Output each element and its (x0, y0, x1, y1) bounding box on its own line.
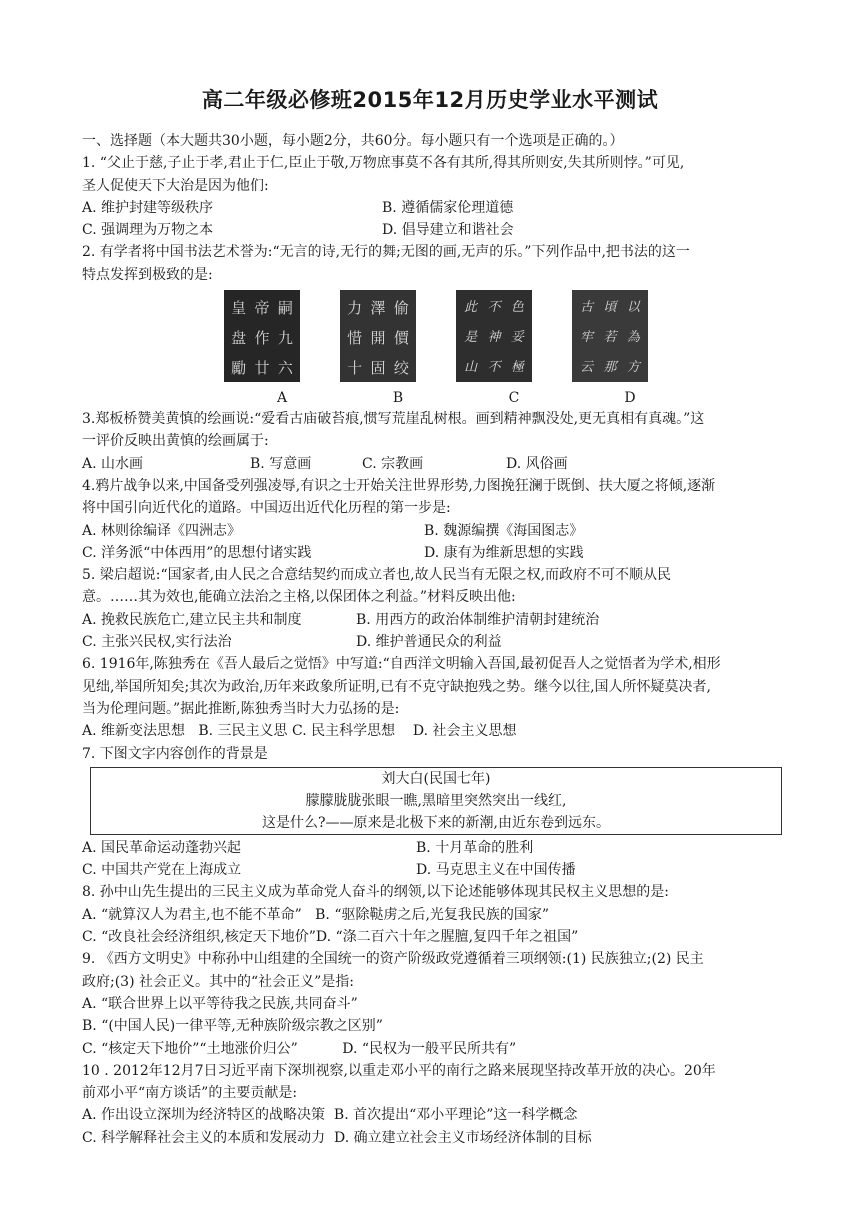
question-5-stem: 5. 梁启超说:“国家者,由人民之合意结契约而成立者也,故人民当有无限之权,而政府不可不顺从民 (82, 567, 672, 584)
option-c: C. 宗教画 (362, 455, 424, 472)
option-d: D. 维护普通民众的利益 (356, 634, 502, 651)
question-10-stem: 10 . 2012年12月7日习近平南下深圳视察,以重走邓小平的南行之路来展现坚持改革开放的决心。20年 (82, 1062, 716, 1079)
calligraphy-glyph: 不 (487, 300, 501, 316)
calligraphy-glyph: 那 (603, 360, 617, 376)
question-7-options (82, 837, 782, 859)
option-b: B. 用西方的政治体制维护清朝封建统治 (356, 611, 600, 628)
calligraphy-images (224, 290, 782, 388)
question-5-options (82, 631, 782, 653)
image-label-b: B (392, 390, 404, 407)
question-8-stem: 8. 孙中山先生提出的三民主义成为革命党人奋斗的纲领,以下论述能够体现其民权主义思想的是: (82, 884, 669, 901)
option-d: D. 康有为维新思想的实践 (424, 544, 584, 561)
exam-body (82, 130, 782, 1149)
image-label-a: A (276, 390, 288, 407)
question-6-stem-cont: 见绌,举国所知矣;其次为政治,历年来政象所证明,已有不克守缺抱残之势。继今以往,国人所怀疑莫决者, (82, 678, 711, 695)
calligraphy-glyph: 云 (580, 360, 594, 376)
question-6-stem: 6. 1916年,陈独秀在《吾人最后之觉悟》中写道:“自西洋文明输入吾国,最初促吾人之觉悟者为学术,相形 (82, 656, 721, 673)
question-4-stem-cont: 将中国引向近代化的道路。中国迈出近代化历程的第一步是: (82, 500, 451, 517)
option-c: C. 洋务派“中体西用”的思想付诸实践 (82, 544, 312, 561)
question-1-stem-cont: 圣人促使天下大治是因为他们: (82, 177, 269, 194)
calligraphy-glyph: 固 (370, 359, 386, 378)
question-7-options (82, 859, 782, 881)
calligraphy-glyph: 妥 (510, 330, 524, 346)
calligraphy-glyph: 勵 (231, 359, 247, 378)
calligraphy-glyph: 九 (277, 329, 293, 348)
question-1-options (82, 197, 782, 219)
option-c: C. 主张兴民权,实行法治 (82, 634, 232, 651)
calligraphy-glyph: 作 (254, 329, 270, 348)
question-10-options-cd: C. 科学解释社会主义的本质和发展动力 D. 确立建立社会主义市场经济体制的目标 (82, 1129, 592, 1146)
section-heading: 一、选择题（本大题共30小题，每小题2分，共60分。每小题只有一个选项是正确的。） (82, 133, 624, 149)
calligraphy-glyph: 開 (370, 329, 386, 348)
image-label-c: C (508, 390, 520, 407)
option-b: B. 写意画 (250, 455, 312, 472)
question-4-stem: 4.鸦片战争以来,中国备受列强凌辱,有识之士开始关注世界形势,力图挽狂澜于既倒、扶大厦之将倾,逐渐 (82, 477, 716, 494)
question-8-options-ab: A. “就算汉人为君主,也不能不革命” B. “驱除鞑虏之后,光复我民族的国家” (82, 906, 550, 923)
calligraphy-glyph: 山 (464, 360, 478, 376)
question-9-stem: 9. 《西方文明史》中称孙中山组建的全国统一的资产阶级政党遵循着三项纲领:(1) 民族独立;(2) 民主 (82, 951, 704, 968)
calligraphy-glyph: 绞 (393, 359, 409, 378)
calligraphy-glyph: 六 (277, 359, 293, 378)
option-b: B. 十月革命的胜利 (416, 839, 534, 856)
question-6-stem-cont: 当为伦理问题。”据此推断,陈独秀当时大力弘扬的是: (82, 700, 400, 717)
calligraphy-glyph: 惜 (347, 329, 363, 348)
option-c: C. 强调理为万物之本 (82, 222, 214, 239)
question-3-options (82, 453, 782, 475)
question-10-stem-cont: 前邓小平“南方谈话”的主要贡献是: (82, 1085, 298, 1102)
question-8-options-cd: C. “改良社会经济组织,核定天下地价”D. “涤二百六十年之腥膻,复四千年之祖国” (82, 929, 579, 946)
poem-line-1: 朦朦胧胧张眼一瞧,黑暗里突然突出一线红, (305, 792, 567, 809)
option-a: A. 林则徐编译《四洲志》 (82, 522, 242, 539)
option-a: A. “联合世界上以平等待我之民族,共同奋斗” (82, 995, 358, 1012)
question-2-stem-cont: 特点发挥到极致的是: (82, 266, 213, 283)
question-1-stem: 1. “父止于慈,子止于孝,君止于仁,臣止于敬,万物庶事莫不各有其所,得其所则安,失其所则悖。”可见, (82, 155, 685, 172)
calligraphy-glyph: 廿 (254, 359, 270, 378)
calligraphy-glyph: 帝 (254, 299, 270, 318)
calligraphy-glyph: 古 (580, 300, 594, 316)
calligraphy-glyph: 頃 (603, 300, 617, 316)
question-1-options (82, 219, 782, 241)
calligraphy-image-d (572, 290, 648, 382)
calligraphy-glyph: 神 (487, 330, 501, 346)
option-d: D. 马克思主义在中国传播 (416, 862, 576, 879)
option-d: D. 倡导建立和谐社会 (382, 222, 514, 239)
option-b: B. 魏源编撰《海国图志》 (424, 522, 584, 539)
question-4-options (82, 520, 782, 542)
question-5-stem-cont: 意。……其为效也,能确立法治之主格,以保团体之利益。”材料反映出他: (82, 589, 516, 606)
calligraphy-glyph: 十 (347, 359, 363, 378)
option-c: C. 中国共产党在上海成立 (82, 862, 242, 879)
calligraphy-glyph: 力 (347, 299, 363, 318)
calligraphy-glyph: 方 (626, 360, 640, 376)
poem-box (90, 767, 782, 835)
question-6-options: A. 维新变法思想 B. 三民主义思 C. 民主科学思想 D. 社会主义思想 (82, 723, 517, 740)
calligraphy-labels (224, 388, 782, 408)
calligraphy-glyph: 為 (626, 330, 640, 346)
calligraphy-glyph: 此 (464, 300, 478, 316)
question-9-options-cd: C. “核定天下地价”“土地涨价归公” D. “民权为一般平民所共有” (82, 1040, 517, 1057)
calligraphy-glyph: 極 (510, 360, 524, 376)
option-b: B. “(中国人民)一律平等,无种族阶级宗教之区别” (82, 1018, 383, 1035)
option-a: A. 国民革命运动蓬勃兴起 (82, 839, 242, 856)
option-d: D. 风俗画 (506, 455, 568, 472)
option-a: A. 山水画 (82, 455, 144, 472)
question-3-stem: 3.郑板桥赞美黄慎的绘画说:“爱看古庙破苔痕,惯写荒崖乱树根。画到精神飘没处,更无真相有真魂。”这 (82, 411, 705, 428)
page-title: 高二年级必修班2015年12月历史学业水平测试 (201, 88, 659, 112)
question-9-stem-cont: 政府;(3) 社会正义。其中的“社会正义”是指: (82, 973, 355, 990)
calligraphy-glyph: 牢 (580, 330, 594, 346)
calligraphy-glyph: 皇 (231, 299, 247, 318)
calligraphy-glyph: 澤 (370, 299, 386, 318)
calligraphy-glyph: 價 (393, 329, 409, 348)
question-3-stem-cont: 一评价反映出黄慎的绘画属于: (82, 433, 269, 450)
question-10-options-ab: A. 作出设立深圳为经济特区的战略决策 B. 首次提出“邓小平理论”这一科学概念 (82, 1107, 578, 1124)
calligraphy-glyph: 不 (487, 360, 501, 376)
image-label-d: D (624, 390, 636, 407)
option-a: A. 挽救民族危亡,建立民主共和制度 (82, 611, 302, 628)
calligraphy-glyph: 偷 (393, 299, 409, 318)
question-5-options (82, 609, 782, 631)
calligraphy-glyph: 盘 (231, 329, 247, 348)
calligraphy-glyph: 以 (626, 300, 640, 316)
calligraphy-glyph: 嗣 (277, 299, 293, 318)
question-2-stem: 2. 有学者将中国书法艺术誉为:“无言的诗,无行的舞;无图的画,无声的乐。”下列作品中,把书法的这一 (82, 244, 690, 261)
option-a: A. 维护封建等级秩序 (82, 199, 214, 216)
poem-title: 刘大白(民国七年) (381, 770, 491, 787)
calligraphy-image-a (224, 290, 300, 382)
calligraphy-image-c (456, 290, 532, 382)
question-4-options (82, 542, 782, 564)
option-b: B. 遵循儒家伦理道德 (382, 199, 514, 216)
question-7-stem: 7. 下图文字内容创作的背景是 (82, 745, 268, 762)
calligraphy-glyph: 色 (510, 300, 524, 316)
calligraphy-image-b (340, 290, 416, 382)
calligraphy-glyph: 是 (464, 330, 478, 346)
calligraphy-glyph: 若 (603, 330, 617, 346)
poem-line-2: 这是什么?——原来是北极下来的新潮,由近东卷到远东。 (262, 814, 610, 831)
